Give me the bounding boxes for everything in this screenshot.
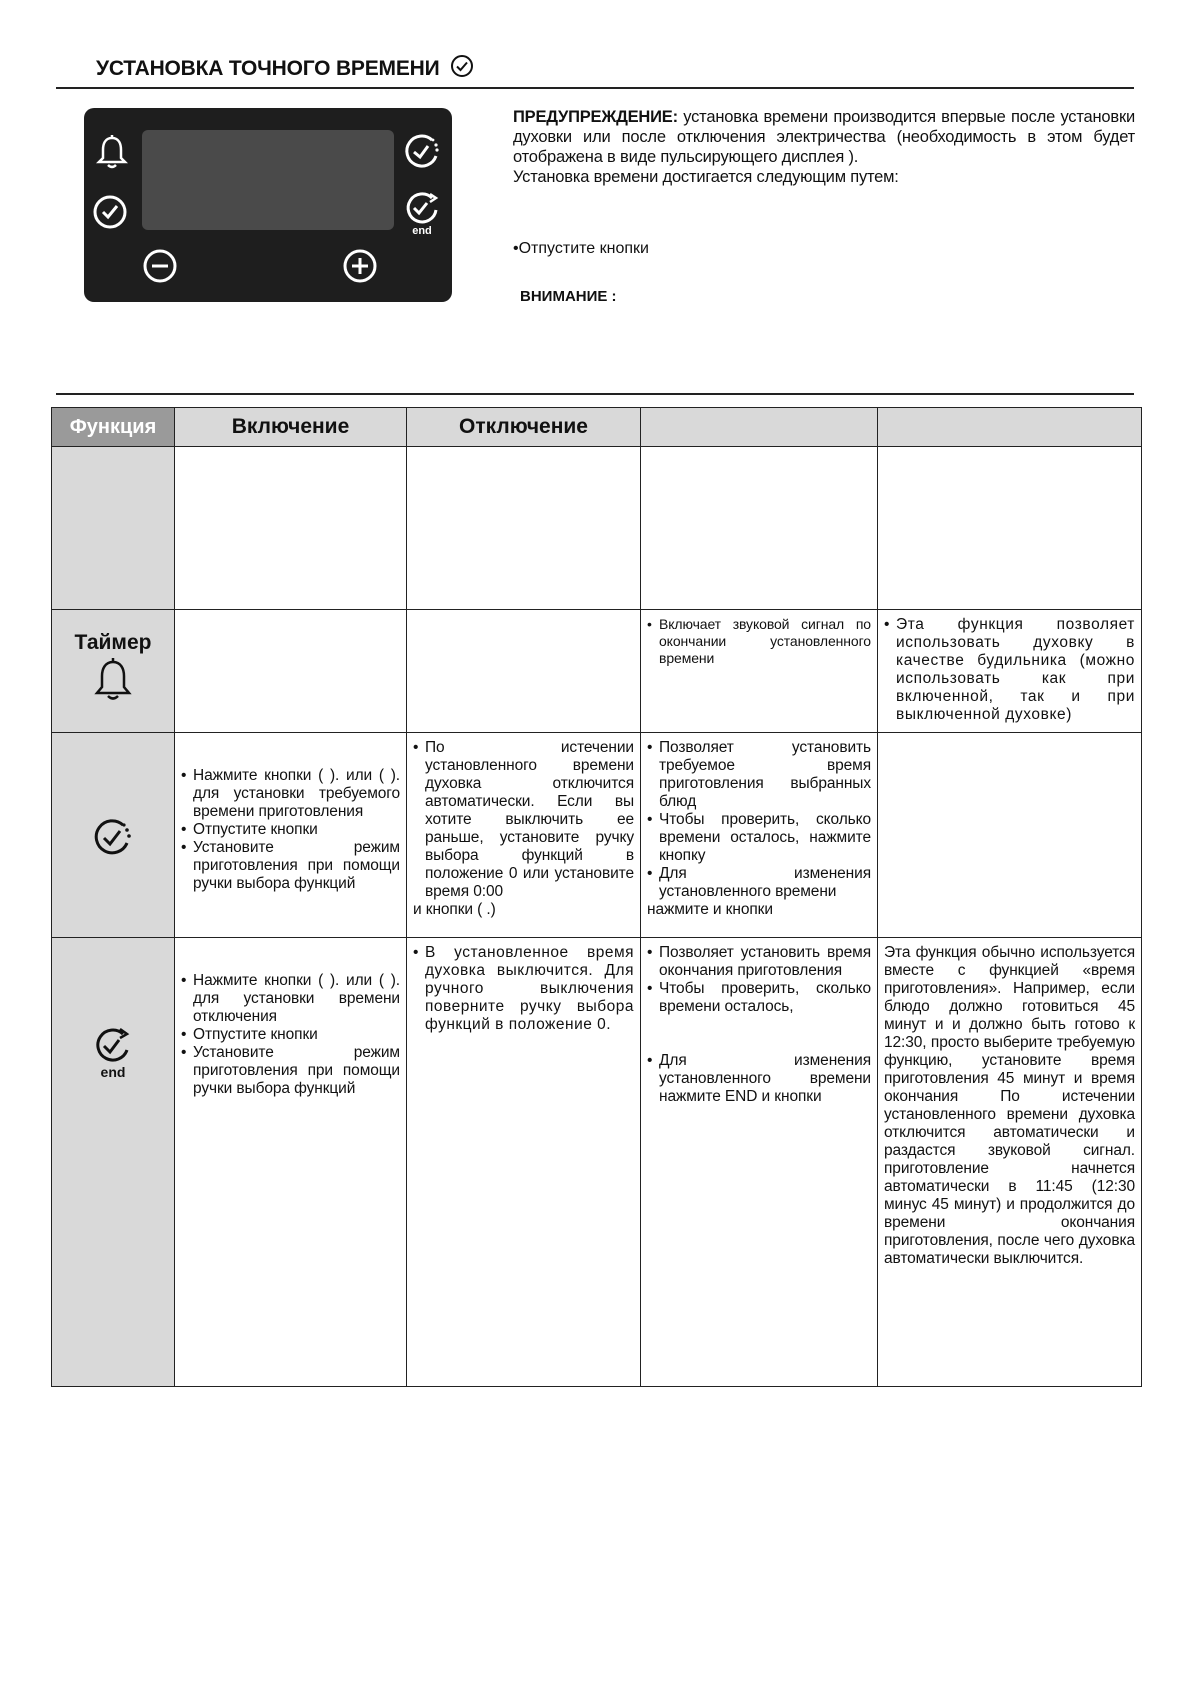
header-col4 xyxy=(641,408,878,447)
header-function: Функция xyxy=(52,408,175,447)
svg-text:end: end xyxy=(412,225,432,236)
cooking-desc-1: • Позволяет установить требуемое время приготовления выбранных блюд xyxy=(647,739,871,811)
cooking-time-icon[interactable] xyxy=(402,132,442,172)
table-rule xyxy=(56,393,1134,395)
header-off: Отключение xyxy=(407,408,641,447)
cooking-time-desc-cell xyxy=(641,733,878,938)
end-step-2: • Отпустите кнопки xyxy=(181,1026,400,1044)
cooking-time-note-cell xyxy=(878,733,1142,938)
end-desc-2: • Чтобы проверить, сколько времени осталось, xyxy=(647,980,871,1016)
end-desc-1: • Позволяет установить время окончания приготовления xyxy=(647,944,871,980)
header-col5 xyxy=(878,408,1142,447)
end-note: Эта функция обычно используется вместе с функцией «время приготовления». Например, если блюдо должно готовиться 45 минут и и должно быть готово к 12:30, просто выберите требуемую функцию, установите время приготовления 45 минут и время окончания По истечении установленного времени духовка отключится автоматически и раздастся звуковой сигнал. приготовление начнется автоматически в 11:45 (12:30 минус 45 минут) и продолжится до времени окончания приготовления, после чего духовка автоматически выключится. xyxy=(884,944,1135,1267)
cooking-desc-4: нажмите и кнопки xyxy=(647,901,773,918)
svg-text:end: end xyxy=(100,1064,126,1080)
end-step-1: • Нажмите кнопки ( ). или ( ). для установки времени отключения xyxy=(181,972,400,1026)
timer-off-cell xyxy=(407,610,641,733)
end-time-on-cell xyxy=(175,938,407,1387)
header-on: Включение xyxy=(175,408,407,447)
end-time-icon xyxy=(90,1024,136,1080)
end-desc-3: • Для изменения установленного времени нажмите END и кнопки xyxy=(647,1052,871,1106)
end-time-note-cell xyxy=(878,938,1142,1387)
bell-icon xyxy=(90,656,136,704)
clock-check-icon xyxy=(450,54,474,84)
end-time-function-cell xyxy=(52,938,175,1387)
cooking-off-2: и кнопки ( .) xyxy=(413,901,496,918)
end-step-3: • Установите режим приготовления при помощи ручки выбора функций xyxy=(181,1044,400,1098)
plus-icon[interactable] xyxy=(340,246,380,286)
cooking-desc-3: • Для изменения установленного времени xyxy=(647,865,871,901)
cooking-off-1: • По истечении установленного времени духовка отключится автоматически. Если вы хотите выключить ее раньше, установите ручку выбора функций в положение 0 или установите время 0:00 xyxy=(413,739,634,901)
timer-function-cell xyxy=(52,610,175,733)
row-empty-cell xyxy=(407,447,641,610)
timer-desc: • Включает звуковой сигнал по окончании установленного времени xyxy=(647,616,871,667)
function-table xyxy=(51,407,1142,1387)
warning-paragraph xyxy=(513,107,1135,187)
end-off-1: • В установленное время духовка выключится. Для ручного выключения поверните ручку выбора функций в положение 0. xyxy=(413,944,634,1034)
row-empty-cell xyxy=(175,447,407,610)
end-time-off-cell xyxy=(407,938,641,1387)
cooking-time-on-cell xyxy=(175,733,407,938)
control-panel xyxy=(84,108,452,302)
row-empty-function xyxy=(52,447,175,610)
cooking-time-off-cell xyxy=(407,733,641,938)
timer-on-cell xyxy=(175,610,407,733)
timer-label: Таймер xyxy=(74,631,152,654)
clock-check-icon[interactable] xyxy=(90,192,130,232)
timer-desc-cell xyxy=(641,610,878,733)
cooking-step-1: • Нажмите кнопки ( ). или ( ). для установки требуемого времени приготовления xyxy=(181,767,400,821)
attention-label: ВНИМАНИЕ : xyxy=(520,288,617,305)
display-screen xyxy=(142,130,394,230)
warning-line2: Установка времени достигается следующим путем: xyxy=(513,168,899,186)
cooking-time-function-cell xyxy=(52,733,175,938)
cooking-desc-2: • Чтобы проверить, сколько времени осталось, нажмите кнопку xyxy=(647,811,871,865)
warning-label: ПРЕДУПРЕЖДЕНИЕ: xyxy=(513,108,678,126)
release-buttons-text: •Отпустите кнопки xyxy=(513,240,649,257)
top-rule xyxy=(56,87,1134,89)
row-empty-cell xyxy=(641,447,878,610)
warning-text: установка времени производится впервые после установки духовки или после отключения электричества (необходимость в этом будет отображена в виде пульсирующего дисплея ). xyxy=(513,108,1135,166)
timer-note-cell xyxy=(878,610,1142,733)
end-time-icon[interactable] xyxy=(402,190,442,236)
cooking-time-icon xyxy=(90,813,136,861)
bell-icon[interactable] xyxy=(92,132,132,172)
timer-note: • Эта функция позволяет использовать духовку в качестве будильника (можно использовать как при включенной, так и при выключенной духовке) xyxy=(884,616,1135,724)
cooking-step-2: • Отпустите кнопки xyxy=(181,821,400,839)
minus-icon[interactable] xyxy=(140,246,180,286)
end-time-desc-cell xyxy=(641,938,878,1387)
section-heading xyxy=(96,54,474,84)
row-empty-cell xyxy=(878,447,1142,610)
section-title: УСТАНОВКА ТОЧНОГО ВРЕМЕНИ xyxy=(96,57,440,80)
cooking-step-3: • Установите режим приготовления при помощи ручки выбора функций xyxy=(181,839,400,893)
